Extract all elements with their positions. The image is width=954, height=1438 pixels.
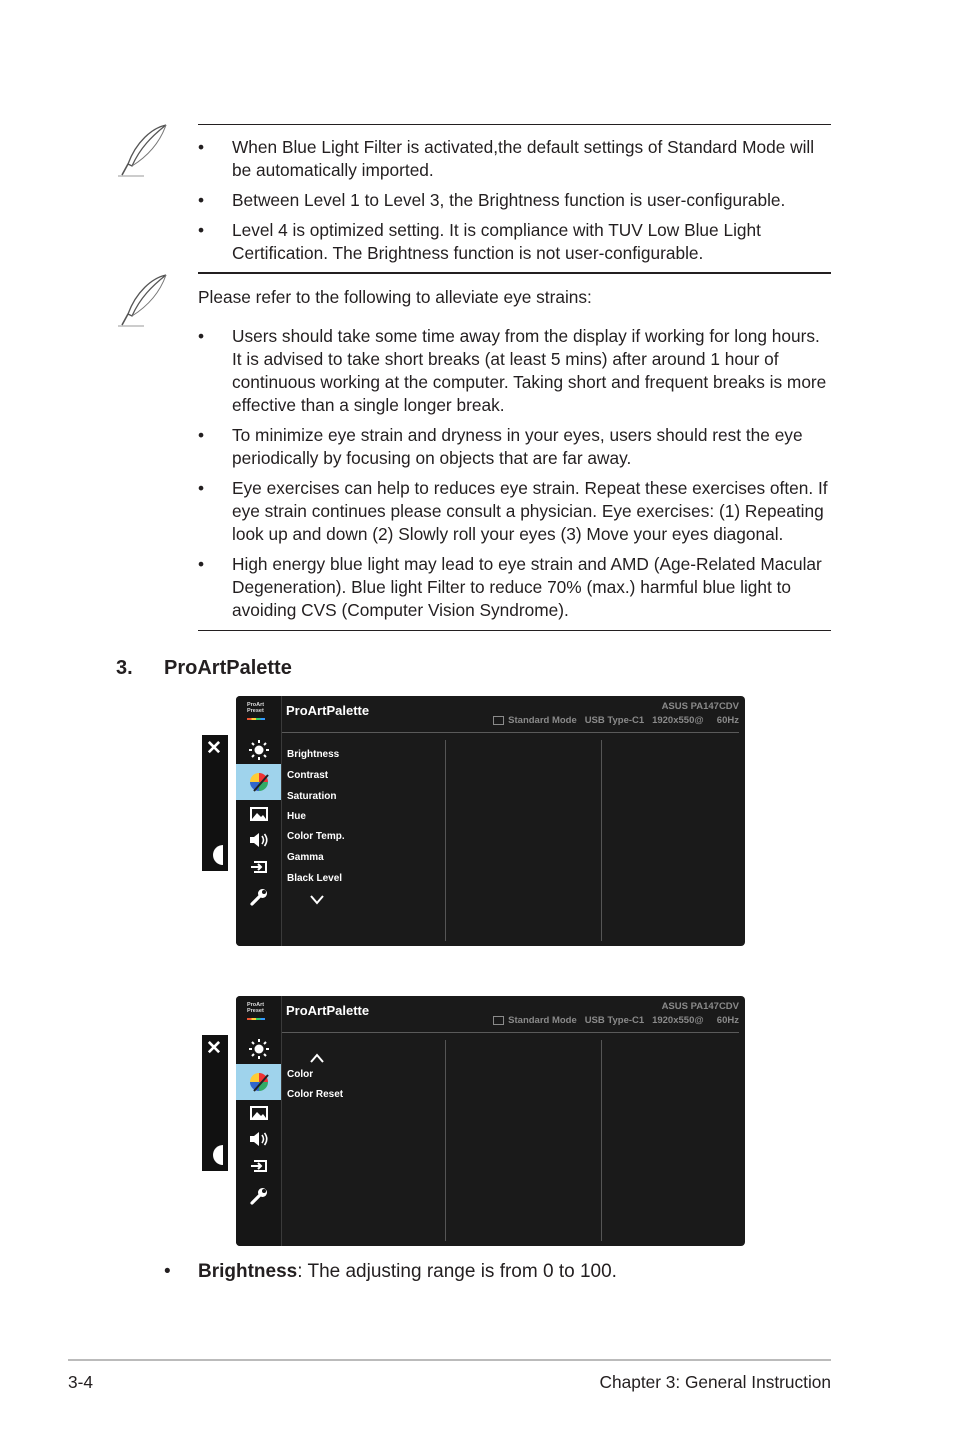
note2-bullet: • To minimize eye strain and dryness in your eyes, users should rest the eye periodically by focusing on objects that are far away. [198, 424, 834, 470]
osd-status-line: Standard Mode USB Type-C1 1920x550@ 60Hz [493, 1015, 739, 1026]
section-heading [116, 657, 292, 680]
monitor-icon [493, 1016, 504, 1025]
osd-title: ProArtPalette [286, 1003, 370, 1018]
sound-speaker-icon[interactable] [236, 1125, 281, 1153]
note2-bullet: • High energy blue light may lead to eye strain and AMD (Age-Related Macular Degeneration). Blue light Filter to reduce 70% (max.) harmful blue light to avoiding CVS (Computer Vision Syndrome). [198, 553, 834, 622]
osd-menu-item-color-temp[interactable]: Color Temp. [287, 831, 345, 842]
proart-preset-logo: ProArt Preset [247, 702, 265, 714]
logo-color-bar [247, 718, 265, 720]
wrench-settings-icon[interactable] [236, 1182, 281, 1210]
osd-side-control-strip [202, 1035, 228, 1171]
section-number: 3. [116, 657, 133, 679]
note1-bullet: • Level 4 is optimized setting. It is compliance with TUV Low Blue Light Certification. The Brightness function is not user-configurable. [198, 219, 834, 265]
osd-header-divider [282, 1032, 739, 1033]
osd-icon-column [236, 696, 282, 946]
section-title: ProArtPalette [164, 657, 292, 679]
brightness-sun-icon[interactable] [236, 736, 281, 764]
note2-bullet-list [198, 325, 834, 622]
sound-speaker-icon[interactable] [236, 826, 281, 854]
close-icon[interactable]: ✕ [206, 738, 222, 759]
note1-bullet: • Between Level 1 to Level 3, the Brightness function is user-configurable. [198, 189, 834, 212]
osd-menu-item-saturation[interactable]: Saturation [287, 791, 337, 802]
proart-preset-logo: ProArt Preset [247, 1002, 265, 1014]
palette-selected-icon[interactable] [236, 1064, 281, 1100]
image-icon[interactable] [236, 800, 281, 828]
osd-icon-column [236, 996, 282, 1246]
brightness-sun-icon[interactable] [236, 1035, 281, 1063]
note2-bullet: • Users should take some time away from the display if working for long hours. It is advised to take short breaks (at least 5 mins) after around 1 hour of continuous working at the computer. Taking short and frequent breaks is more effective than a single longer break. [198, 325, 834, 417]
osd-status-line: Standard Mode USB Type-C1 1920x550@ 60Hz [493, 715, 739, 726]
note1-bullet: • When Blue Light Filter is activated,the default settings of Standard Mode will be automatically imported. [198, 136, 834, 182]
osd-model-name: ASUS PA147CDV [661, 1001, 739, 1012]
note-divider-rule [198, 272, 831, 274]
close-icon[interactable]: ✕ [206, 1038, 222, 1059]
osd-column-divider [445, 740, 446, 941]
monitor-icon [493, 716, 504, 725]
brightness-range-text: : The adjusting range is from 0 to 100. [297, 1261, 617, 1282]
image-icon[interactable] [236, 1099, 281, 1127]
brightness-description: • Brightness: The adjusting range is from 0 to 100. [164, 1261, 617, 1282]
osd-side-control-strip [202, 735, 228, 871]
palette-selected-icon[interactable] [236, 764, 281, 800]
joystick-half-circle-icon[interactable] [209, 845, 223, 865]
osd-menu-panel-page1 [236, 696, 745, 946]
osd-menu-item-color[interactable]: Color [287, 1069, 314, 1080]
osd-column-divider [601, 740, 602, 941]
osd-menu-item-brightness[interactable]: Brightness [287, 749, 340, 760]
note2-bottom-rule [198, 630, 831, 631]
chevron-up-icon[interactable] [309, 1052, 325, 1064]
input-source-icon[interactable] [236, 1152, 281, 1180]
osd-menu-panel-page2 [236, 996, 745, 1246]
input-source-icon[interactable] [236, 853, 281, 881]
osd-column-divider [601, 1040, 602, 1241]
osd-menu-item-black-level[interactable]: Black Level [287, 873, 343, 884]
footer-rule [68, 1359, 831, 1361]
chapter-title: Chapter 3: General Instruction [599, 1372, 831, 1392]
note1-top-rule [198, 124, 831, 125]
osd-menu-item-hue[interactable]: Hue [287, 811, 306, 822]
note2-bullet: • Eye exercises can help to reduces eye strain. Repeat these exercises often. If eye strain continues please consult a physician. Eye exercises: (1) Repeating look up and down (2) Slowly roll your eyes (3) Move your eyes diagonal. [198, 477, 834, 546]
brightness-term: Brightness [198, 1261, 298, 1282]
joystick-half-circle-icon[interactable] [209, 1145, 223, 1165]
quill-note-icon [114, 122, 172, 178]
osd-model-name: ASUS PA147CDV [661, 701, 739, 712]
logo-color-bar [247, 1018, 265, 1020]
page-number: 3-4 [68, 1372, 93, 1392]
osd-column-divider [445, 1040, 446, 1241]
osd-menu-item-color-reset[interactable]: Color Reset [287, 1089, 344, 1100]
note1-bullet-list [198, 136, 834, 265]
osd-menu-item-gamma[interactable]: Gamma [287, 852, 324, 863]
wrench-settings-icon[interactable] [236, 883, 281, 911]
quill-note-icon [114, 272, 172, 328]
osd-menu-item-contrast[interactable]: Contrast [287, 770, 329, 781]
osd-title: ProArtPalette [286, 703, 370, 718]
chevron-down-icon[interactable] [309, 894, 325, 906]
note2-lead-text: Please refer to the following to alleviate eye strains: [198, 287, 592, 307]
osd-header-divider [282, 732, 739, 733]
